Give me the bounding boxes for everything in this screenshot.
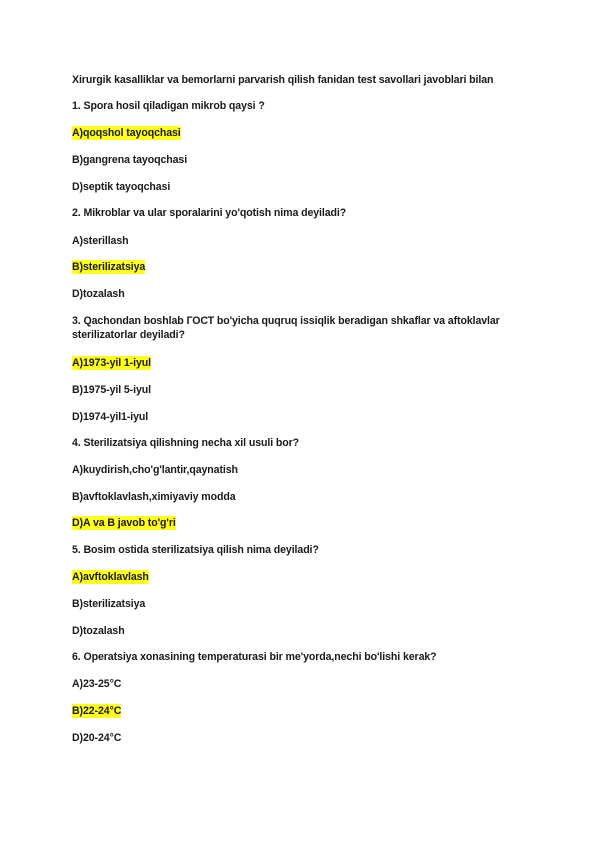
answer-3-option-b: B)1975-yil 5-iyul [72,384,151,396]
answer-5-option-a [72,570,149,584]
correct-answer-highlight: D)A va B javob to'g'ri [72,517,176,529]
answer-6-option-b [72,704,121,718]
answer-6-option-d: D)20-24°C [72,732,122,744]
correct-answer-highlight: A)1973-yil 1-iyul [72,357,151,369]
answer-3-option-a [72,356,151,370]
question-6: 6. Operatsiya xonasining temperaturasi bir me'yorda,nechi bo'lishi kerak? [72,651,437,663]
correct-answer-highlight: A)qoqshol tayoqchasi [72,127,181,139]
answer-4-option-b: B)avftoklavlash,ximiyaviy modda [72,491,236,503]
document-title: Xirurgik kasalliklar va bemorlarni parvarish qilish fanidan test savollari javoblari bilan [72,74,494,86]
answer-1-option-d: D)septik tayoqchasi [72,181,171,193]
answer-2-option-b [72,260,145,274]
answer-5-option-d: D)tozalash [72,625,125,637]
correct-answer-highlight: B)sterilizatsiya [72,261,146,273]
question-2: 2. Mikroblar va ular sporalarini yo'qotish nima deyiladi? [72,207,347,219]
answer-2-option-d: D)tozalash [72,288,125,300]
answer-4-option-a: A)kuydirish,cho'g'lantir,qaynatish [72,464,238,476]
answer-3-option-d: D)1974-yil1-iyul [72,411,149,423]
question-5: 5. Bosim ostida sterilizatsiya qilish nima deyiladi? [72,544,319,556]
correct-answer-highlight: B)22-24°C [72,705,122,717]
answer-1-option-a [72,126,181,140]
answer-2-option-a: A)sterillash [72,235,129,247]
question-1: 1. Spora hosil qiladigan mikrob qaysi ? [72,100,265,112]
question-4: 4. Sterilizatsiya qilishning necha xil usuli bor? [72,437,300,449]
question-3: 3. Qachondan boshlab ГОСТ bo'yicha quqruq issiqlik beradigan shkaflar va aftoklavlar sterilizatorlar deyiladi? [72,315,500,341]
correct-answer-highlight: A)avftoklavlash [72,571,149,583]
answer-4-option-d [72,516,176,530]
answer-6-option-a: A)23-25°C [72,678,122,690]
answer-5-option-b: B)sterilizatsiya [72,598,146,610]
answer-1-option-b: B)gangrena tayoqchasi [72,154,188,166]
